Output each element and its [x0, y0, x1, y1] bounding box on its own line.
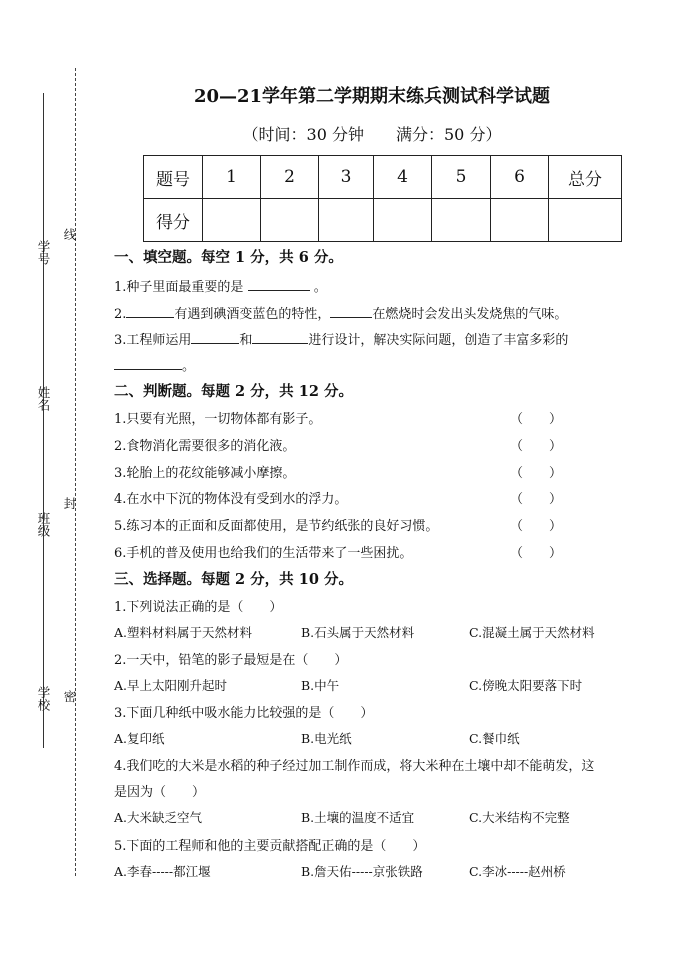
- score-table: [143, 155, 622, 242]
- fill-question-2: [114, 303, 567, 322]
- margin-mark-xian: 线: [62, 228, 77, 241]
- answer-paren[interactable]: （ ）: [510, 546, 563, 561]
- score-cell: 题号: [144, 156, 203, 199]
- judge-question-3: 3.轮胎上的花纹能够减小摩擦。: [114, 466, 296, 481]
- margin-label-xingming: 姓名: [36, 386, 51, 411]
- answer-blank[interactable]: [252, 331, 308, 344]
- exam-subtitle: （时间：30 分钟 满分：50 分）: [242, 125, 502, 144]
- choice-question-4-cont: 是因为（ ）: [114, 785, 206, 800]
- margin-mark-mi: 密: [62, 690, 77, 703]
- answer-paren[interactable]: （ ）: [510, 439, 563, 454]
- choice-option[interactable]: B.电光纸: [301, 731, 352, 746]
- choice-question-2: 2.一天中，铅笔的影子最短是在（ ）: [114, 653, 348, 668]
- fill-question-3: [114, 329, 568, 348]
- score-row-label: 得分: [144, 199, 203, 242]
- score-cell: 2: [261, 156, 319, 199]
- choice-option[interactable]: B.詹天佑-----京张铁路: [301, 864, 423, 879]
- question-text: 和: [239, 333, 253, 348]
- score-cell: 6: [491, 156, 549, 199]
- score-input-cell[interactable]: [549, 199, 622, 242]
- exam-title: 20—21学年第二学期期末练兵测试科学试题: [193, 86, 551, 107]
- score-cell: 4: [374, 156, 432, 199]
- margin-label-xuehao: 学号: [36, 240, 51, 265]
- score-input-cell[interactable]: [319, 199, 374, 242]
- choice-option[interactable]: C.大米结构不完整: [469, 810, 570, 825]
- judge-question-5: 5.练习本的正面和反面都使用，是节约纸张的良好习惯。: [114, 519, 439, 534]
- choice-question-5: 5.下面的工程师和他的主要贡献搭配正确的是（ ）: [114, 839, 426, 854]
- question-text: 在燃烧时会发出头发烧焦的气味。: [372, 307, 568, 322]
- choice-option[interactable]: B.中午: [301, 678, 340, 693]
- choice-option[interactable]: A.李春-----都江堰: [114, 864, 211, 879]
- choice-option[interactable]: B.土壤的温度不适宜: [301, 810, 415, 825]
- choice-question-3: 3.下面几种纸中吸水能力比较强的是（ ）: [114, 706, 374, 721]
- answer-blank[interactable]: [126, 305, 174, 318]
- answer-paren[interactable]: （ ）: [510, 466, 563, 481]
- question-text: 。: [313, 280, 327, 295]
- question-text: 3.工程师运用: [114, 333, 192, 348]
- score-input-cell[interactable]: [374, 199, 432, 242]
- answer-blank[interactable]: [330, 305, 372, 318]
- section1-heading: 一、填空题。每空 1 分，共 6 分。: [114, 249, 343, 266]
- section2-heading: 二、判断题。每题 2 分，共 12 分。: [114, 383, 353, 400]
- score-cell: 5: [432, 156, 491, 199]
- judge-question-2: 2.食物消化需要很多的消化液。: [114, 439, 296, 454]
- choice-option[interactable]: C.餐巾纸: [469, 731, 520, 746]
- answer-blank[interactable]: [114, 357, 182, 370]
- score-table-score-row: [144, 199, 622, 242]
- choice-option[interactable]: C.混凝土属于天然材料: [469, 625, 595, 640]
- fill-question-1: [114, 276, 327, 295]
- margin-fill-line: [43, 93, 52, 748]
- question-text: 1.种子里面最重要的是: [114, 280, 244, 295]
- score-cell: 1: [203, 156, 261, 199]
- score-input-cell[interactable]: [432, 199, 491, 242]
- judge-question-1: 1.只要有光照，一切物体都有影子。: [114, 412, 322, 427]
- answer-paren[interactable]: （ ）: [510, 492, 563, 507]
- score-input-cell[interactable]: [491, 199, 549, 242]
- margin-label-xuexiao: 学校: [36, 686, 51, 711]
- choice-option[interactable]: C.李冰-----赵州桥: [469, 864, 566, 879]
- score-input-cell[interactable]: [203, 199, 261, 242]
- fill-question-3-cont: [114, 355, 195, 374]
- choice-option[interactable]: A.复印纸: [114, 731, 165, 746]
- question-text: 有遇到碘酒变蓝色的特性，: [174, 307, 331, 322]
- score-cell: 3: [319, 156, 374, 199]
- question-text: 2.: [114, 307, 127, 322]
- section3-heading: 三、选择题。每题 2 分，共 10 分。: [114, 571, 353, 588]
- question-text: 进行设计，解决实际问题，创造了丰富多彩的: [308, 333, 569, 348]
- judge-question-6: 6.手机的普及使用也给我们的生活带来了一些困扰。: [114, 546, 413, 561]
- choice-option[interactable]: A.早上太阳刚升起时: [114, 678, 228, 693]
- choice-option[interactable]: A.大米缺乏空气: [114, 810, 203, 825]
- choice-question-4: 4.我们吃的大米是水稻的种子经过加工制作而成，将大米种在土壤中却不能萌发，这: [114, 759, 595, 774]
- choice-option[interactable]: C.傍晚太阳要落下时: [469, 678, 583, 693]
- margin-mark-feng: 封: [62, 497, 77, 510]
- score-input-cell[interactable]: [261, 199, 319, 242]
- score-cell: 总分: [549, 156, 622, 199]
- answer-blank[interactable]: [248, 278, 310, 291]
- margin-label-banji: 班级: [36, 512, 51, 537]
- binding-dashed-line: [75, 68, 76, 876]
- answer-paren[interactable]: （ ）: [510, 412, 563, 427]
- score-table-header-row: [144, 156, 622, 199]
- answer-paren[interactable]: （ ）: [510, 519, 563, 534]
- answer-blank[interactable]: [191, 331, 239, 344]
- judge-question-4: 4.在水中下沉的物体没有受到水的浮力。: [114, 492, 348, 507]
- choice-option[interactable]: B.石头属于天然材料: [301, 625, 415, 640]
- choice-question-1: 1.下列说法正确的是（ ）: [114, 600, 283, 615]
- choice-option[interactable]: A.塑料材料属于天然材料: [114, 625, 253, 640]
- question-text: 。: [182, 359, 196, 374]
